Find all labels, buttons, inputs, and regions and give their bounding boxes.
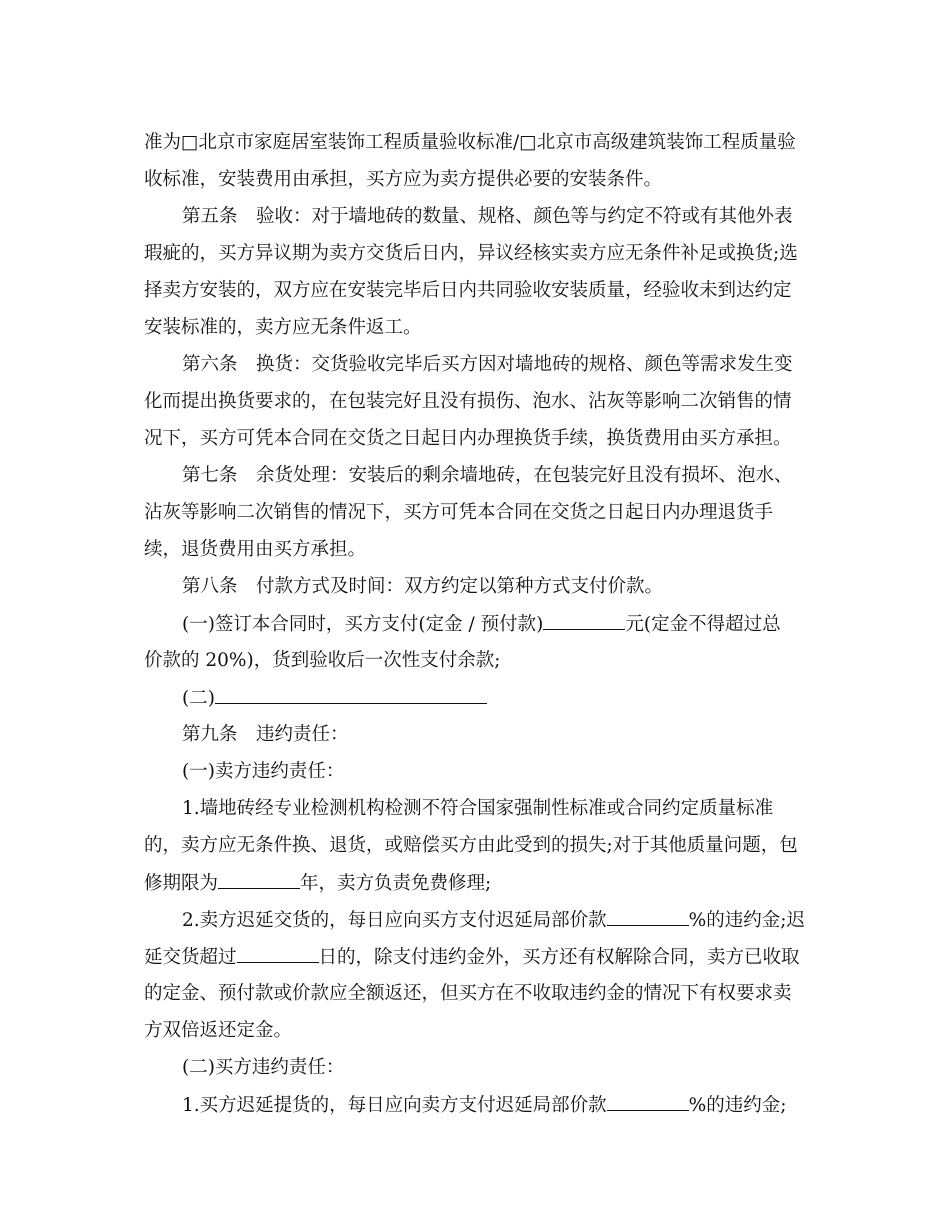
text-segment: 2.卖方迟延交货的，每日应向买方支付迟延局部价款 — [182, 910, 607, 931]
fill-blank — [607, 1093, 689, 1111]
text-line — [144, 871, 814, 895]
text-segment: 延交货超过 — [144, 947, 237, 968]
fill-blank — [215, 686, 487, 704]
text-segment: 日的，除支付违约金外，买方还有权解除合同，卖方已收取 — [318, 947, 800, 968]
text-segment: %的违约金; — [688, 1095, 787, 1116]
clause-6-heading: 第六条 换货：交货验收完毕后买方因对墙地砖的规格、颜色等需求发生变 — [182, 354, 793, 375]
fill-blank — [543, 612, 625, 630]
seller-liability-heading: (一)卖方违约责任： — [182, 761, 345, 782]
text-line — [144, 945, 814, 969]
buyer-liability-heading: (二)买方违约责任： — [182, 1057, 345, 1078]
text-line: 瑕疵的，买方异议期为卖方交货后日内，异议经核实卖方应无条件补足或换货;选 — [144, 243, 798, 264]
text-line: 的，卖方应无条件换、退货，或赔偿买方由此受到的损失;对于其他质量问题，包 — [144, 835, 798, 856]
text-line: 续，退货费用由买方承担。 — [144, 539, 367, 560]
text-segment: %的违约金;迟 — [688, 910, 805, 931]
payment-option-1 — [144, 612, 814, 636]
text-segment: 年，卖方负责免费修理; — [300, 873, 492, 894]
fill-blank — [237, 945, 319, 963]
text-segment: 元(定金不得超过总 — [625, 614, 781, 635]
text-line — [144, 908, 814, 932]
text-segment: 1.买方迟延提货的，每日应向卖方支付迟延局部价款 — [182, 1095, 607, 1116]
text-line: 收标准，安装费用由承担，买方应为卖方提供必要的安装条件。 — [144, 169, 663, 190]
clause-7-heading: 第七条 余货处理：安装后的剩余墙地砖，在包装完好且没有损坏、泡水、 — [182, 465, 793, 486]
text-line — [144, 1093, 814, 1117]
clause-5-heading: 第五条 验收：对于墙地砖的数量、规格、颜色等与约定不符或有其他外表 — [182, 206, 793, 227]
clause-9-heading: 第九条 违约责任： — [182, 724, 349, 745]
text-segment: (二) — [182, 688, 215, 709]
text-segment: (一)签订本合同时，买方支付(定金 / 预付款) — [182, 614, 544, 635]
fill-blank — [607, 908, 689, 926]
text-line: 沾灰等影响二次销售的情况下，买方可凭本合同在交货之日起日内办理退货手 — [144, 502, 774, 523]
text-line: 1.墙地砖经专业检测机构检测不符合国家强制性标准或合同约定质量标准 — [182, 798, 774, 819]
text-line: 价款的 20%)，货到验收后一次性支付余款; — [144, 650, 501, 671]
text-segment: 修期限为 — [144, 873, 219, 894]
text-line: 况下，买方可凭本合同在交货之日起日内办理换货手续，换货费用由买方承担。 — [144, 428, 792, 449]
fill-blank — [218, 871, 300, 889]
text-line: 择卖方安装的，双方应在安装完毕后日内共同验收安装质量，经验收未到达约定 — [144, 280, 792, 301]
text-line: 方双倍返还定金。 — [144, 1020, 293, 1041]
text-line: 化而提出换货要求的，在包装完好且没有损伤、泡水、沾灰等影响二次销售的情 — [144, 391, 792, 412]
clause-8-heading: 第八条 付款方式及时间：双方约定以第种方式支付价款。 — [182, 576, 664, 597]
text-line: 安装标准的，卖方应无条件返工。 — [144, 317, 422, 338]
text-line: 的定金、预付款或价款应全额返还，但买方在不收取违约金的情况下有权要求卖 — [144, 983, 792, 1004]
payment-option-2 — [144, 686, 814, 710]
text-line: 准为□北京市家庭居室装饰工程质量验收标准/□北京市高级建筑装饰工程质量验 — [144, 132, 796, 153]
